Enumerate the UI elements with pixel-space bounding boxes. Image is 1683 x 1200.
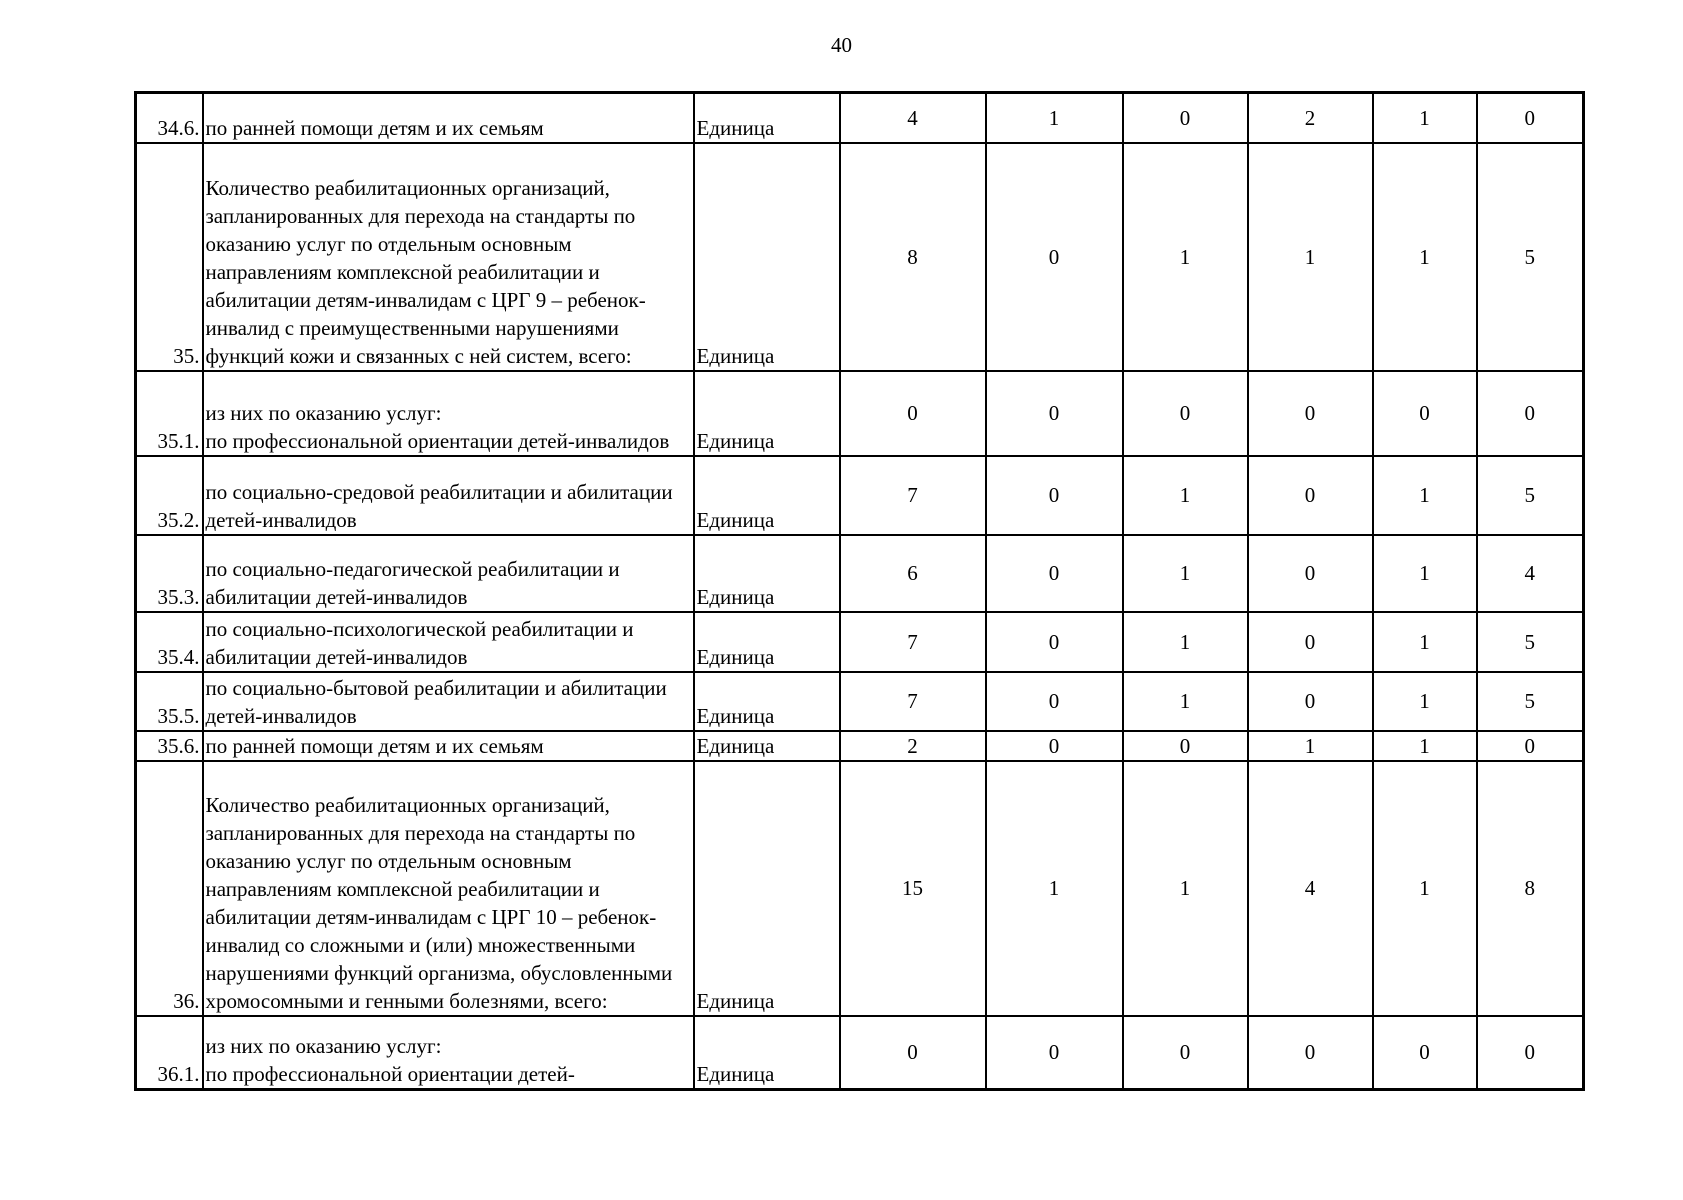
row-unit: Единица: [694, 612, 840, 672]
row-value-6: 0: [1477, 731, 1584, 761]
row-value-5: 0: [1373, 1016, 1477, 1090]
data-table: [134, 91, 1585, 1091]
row-description: из них по оказанию услуг: по профессиональной ориентации детей-инвалидов: [205, 400, 670, 453]
row-value-5: 1: [1373, 456, 1477, 535]
row-value-4: 0: [1248, 1016, 1373, 1090]
row-description: по социально-средовой реабилитации и абилитации детей-инвалидов: [205, 479, 673, 532]
row-value-3: 0: [1123, 1016, 1248, 1090]
row-value-5: 1: [1373, 612, 1477, 672]
row-description-cell: [203, 1016, 694, 1090]
row-value-5: 1: [1373, 761, 1477, 1016]
row-number: 35.1.: [136, 371, 203, 456]
row-number: 35.4.: [136, 612, 203, 672]
row-value-6: 4: [1477, 535, 1584, 612]
row-value-4: 1: [1248, 143, 1373, 371]
row-value-3: 0: [1123, 371, 1248, 456]
row-description-cell: [203, 761, 694, 1016]
row-value-6: 5: [1477, 143, 1584, 371]
row-value-5: 1: [1373, 535, 1477, 612]
row-number: 35.5.: [136, 672, 203, 731]
row-unit: Единица: [694, 456, 840, 535]
row-description: по социально-психологической реабилитации и абилитации детей-инвалидов: [205, 616, 634, 669]
table-row: [136, 1016, 1584, 1090]
row-value-3: 1: [1123, 143, 1248, 371]
table-row: [136, 93, 1584, 143]
row-value-3: 0: [1123, 93, 1248, 143]
row-value-4: 0: [1248, 371, 1373, 456]
row-value-2: 0: [986, 143, 1123, 371]
row-unit: Единица: [694, 93, 840, 143]
row-value-4: 4: [1248, 761, 1373, 1016]
row-value-2: 0: [986, 612, 1123, 672]
row-value-1: 7: [840, 672, 986, 731]
table-row: [136, 456, 1584, 535]
row-description: по ранней помощи детям и их семьям: [205, 733, 544, 758]
row-value-1: 8: [840, 143, 986, 371]
row-value-6: 5: [1477, 456, 1584, 535]
row-description: по ранней помощи детям и их семьям: [205, 115, 544, 140]
row-value-6: 8: [1477, 761, 1584, 1016]
row-value-6: 5: [1477, 672, 1584, 731]
row-description: Количество реабилитационных организаций, запланированных для перехода на стандарты по оказанию услуг по отдельным основным направлениям комплексной реабилитации и абилитации детям-инвалидам с ЦРГ 9 – ребенок-инвалид с преимущественными нарушениями функций кожи и связанных с ней систем, всего:: [205, 175, 646, 368]
row-description: по социально-педагогической реабилитации и абилитации детей-инвалидов: [205, 556, 620, 609]
row-value-2: 0: [986, 535, 1123, 612]
row-value-5: 1: [1373, 672, 1477, 731]
row-value-3: 1: [1123, 456, 1248, 535]
row-unit: Единица: [694, 672, 840, 731]
row-value-6: 0: [1477, 1016, 1584, 1090]
row-unit: Единица: [694, 731, 840, 761]
row-description: из них по оказанию услуг: по профессиональной ориентации детей-: [205, 1034, 575, 1086]
row-unit: Единица: [694, 535, 840, 612]
table-row: [136, 731, 1584, 761]
row-unit: Единица: [694, 143, 840, 371]
row-number: 34.6.: [136, 93, 203, 143]
page-number: 40: [831, 33, 852, 57]
row-unit: Единица: [694, 761, 840, 1016]
table-row: [136, 612, 1584, 672]
row-value-3: 1: [1123, 535, 1248, 612]
row-value-1: 15: [840, 761, 986, 1016]
row-description-cell: [203, 456, 694, 535]
row-number: 35.: [136, 143, 203, 371]
row-value-1: 6: [840, 535, 986, 612]
row-value-5: 1: [1373, 143, 1477, 371]
row-description-cell: [203, 143, 694, 371]
row-value-2: 0: [986, 672, 1123, 731]
row-description-cell: [203, 672, 694, 731]
row-value-1: 2: [840, 731, 986, 761]
row-value-2: 0: [986, 731, 1123, 761]
row-value-3: 1: [1123, 761, 1248, 1016]
row-value-3: 0: [1123, 731, 1248, 761]
row-value-6: 0: [1477, 371, 1584, 456]
row-value-4: 0: [1248, 456, 1373, 535]
row-value-2: 1: [986, 93, 1123, 143]
row-value-6: 0: [1477, 93, 1584, 143]
table-row: [136, 535, 1584, 612]
row-value-5: 1: [1373, 93, 1477, 143]
row-value-1: 0: [840, 1016, 986, 1090]
row-value-2: 1: [986, 761, 1123, 1016]
row-description-cell: [203, 612, 694, 672]
row-unit: Единица: [694, 371, 840, 456]
row-description-cell: [203, 535, 694, 612]
row-value-4: 0: [1248, 672, 1373, 731]
row-value-4: 1: [1248, 731, 1373, 761]
row-value-4: 2: [1248, 93, 1373, 143]
row-description: по социально-бытовой реабилитации и абилитации детей-инвалидов: [205, 675, 667, 728]
row-description-cell: [203, 93, 694, 143]
row-value-4: 0: [1248, 535, 1373, 612]
row-number: 35.2.: [136, 456, 203, 535]
row-value-1: 4: [840, 93, 986, 143]
table-row: [136, 143, 1584, 371]
row-value-2: 0: [986, 456, 1123, 535]
row-unit: Единица: [694, 1016, 840, 1090]
table-row: [136, 761, 1584, 1016]
row-value-2: 0: [986, 371, 1123, 456]
row-value-3: 1: [1123, 672, 1248, 731]
row-number: 35.3.: [136, 535, 203, 612]
row-value-3: 1: [1123, 612, 1248, 672]
table-row: [136, 371, 1584, 456]
row-description-cell: [203, 731, 694, 761]
row-description-cell: [203, 371, 694, 456]
row-number: 35.6.: [136, 731, 203, 761]
row-value-1: 7: [840, 612, 986, 672]
row-description: Количество реабилитационных организаций, запланированных для перехода на стандарты по оказанию услуг по отдельным основным направлениям комплексной реабилитации и абилитации детям-инвалидам с ЦРГ 10 – ребенок-инвалид со сложными и (или) множественными нарушениями функций организма, обусловленными хромосомными и генными болезнями, всего:: [205, 792, 673, 1013]
row-number: 36.1.: [136, 1016, 203, 1090]
row-value-2: 0: [986, 1016, 1123, 1090]
row-value-6: 5: [1477, 612, 1584, 672]
row-value-5: 0: [1373, 371, 1477, 456]
row-value-1: 0: [840, 371, 986, 456]
row-value-1: 7: [840, 456, 986, 535]
row-number: 36.: [136, 761, 203, 1016]
row-value-5: 1: [1373, 731, 1477, 761]
table-row: [136, 672, 1584, 731]
row-value-4: 0: [1248, 612, 1373, 672]
